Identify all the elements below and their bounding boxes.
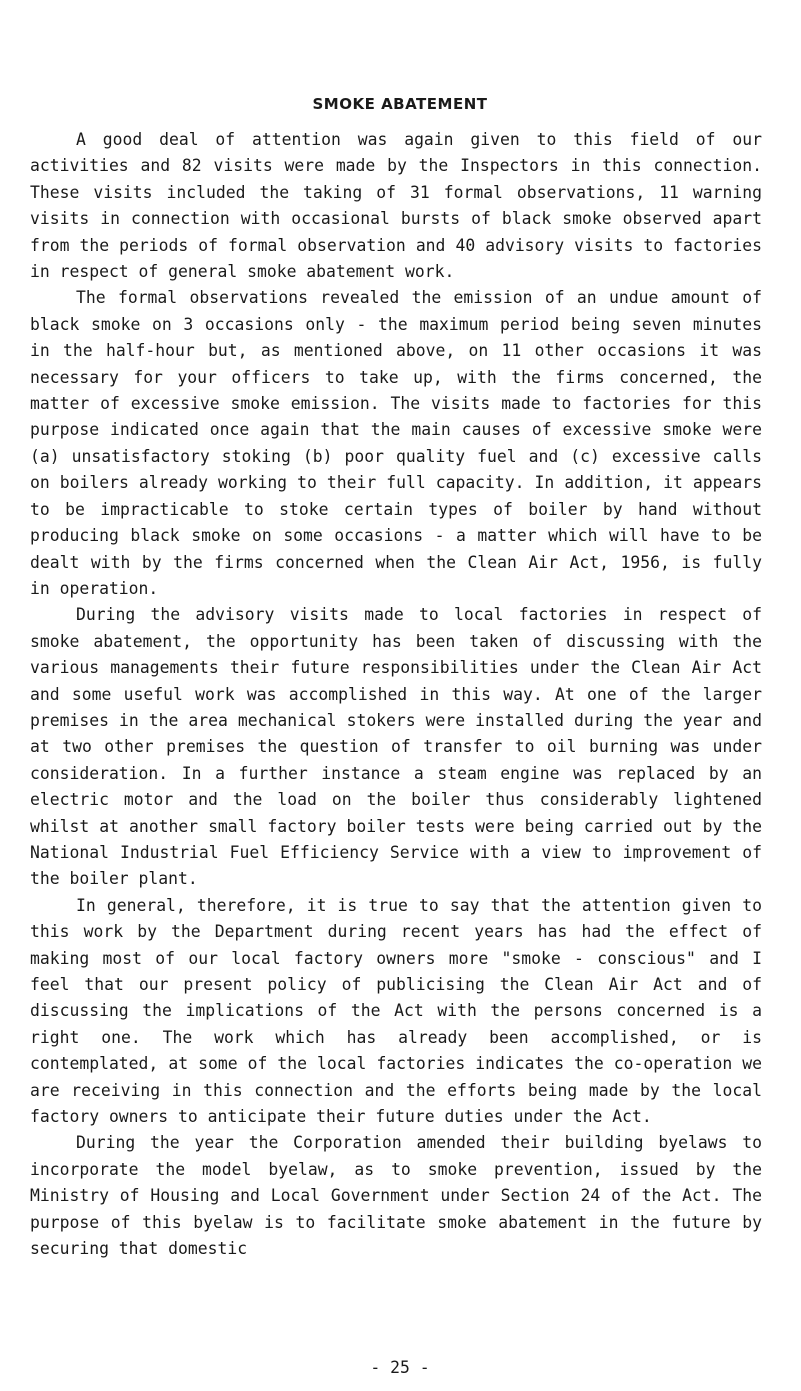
paragraph-1: A good deal of attention was again given to this field of our activities and 82 visits were made by the Inspectors in this connection. These visits included the taking of 31 formal observations, 11 warning visits in connection with occasional bursts of black smoke observed apart from the periods of formal observation and 40 advisory visits to factories in respect of general smoke abatement work. xyxy=(30,130,762,282)
paragraph-3: During the advisory visits made to local factories in respect of smoke abatement, the opportunity has been taken of discussing with the various managements their future responsibilities under the Clean Air Act and some useful work was accomplished in this way. At one of the larger premises in the area mechanical stokers were installed during the year and at two other premises the question of transfer to oil burning was under consideration. In a further instance a steam engine was replaced by an electric motor and the load on the boiler thus considerably lightened whilst at another small factory boiler tests were being carried out by the National Industrial Fuel Efficiency Service with a view to improvement of the boiler plant. xyxy=(30,605,762,889)
paragraph-2: The formal observations revealed the emission of an undue amount of black smoke on 3 occasions only - the maximum period being seven minutes in the half-hour but, as mentioned above, on 11 other occasions it was necessary for your officers to take up, with the firms concerned, the matter of excessive smoke emission. The visits made to factories for this purpose indicated once again that the main causes of excessive smoke were (a) unsatisfactory stoking (b) poor quality fuel and (c) excessive calls on boilers already working to their full capacity. In addition, it appears to be impracticable to stoke certain types of boiler by hand without producing black smoke on some occasions - a matter which will have to be dealt with by the firms concerned when the Clean Air Act, 1956, is fully in operation. xyxy=(30,288,762,598)
page-title: SMOKE ABATEMENT xyxy=(312,95,488,113)
body-text xyxy=(30,127,762,1262)
document-page xyxy=(30,0,770,1391)
paragraph-5: During the year the Corporation amended their building byelaws to incorporate the model byelaw, as to smoke prevention, issued by the Ministry of Housing and Local Government under Section 24 of the Act. The purpose of this byelaw is to facilitate smoke abatement in the future by securing that domestic xyxy=(30,1133,762,1259)
paragraph-4: In general, therefore, it is true to say that the attention given to this work by the Department during recent years has had the effect of making most of our local factory owners more "smoke - conscious" and I feel that our present policy of publicising the Clean Air Act and of discussing the implications of the Act with the persons concerned is a right one. The work which has already been accomplished, or is contemplated, at some of the local factories indicates the co-operation we are receiving in this connection and the efforts being made by the local factory owners to anticipate their future duties under the Act. xyxy=(30,895,762,1127)
page-number: - 25 - xyxy=(370,1358,430,1377)
